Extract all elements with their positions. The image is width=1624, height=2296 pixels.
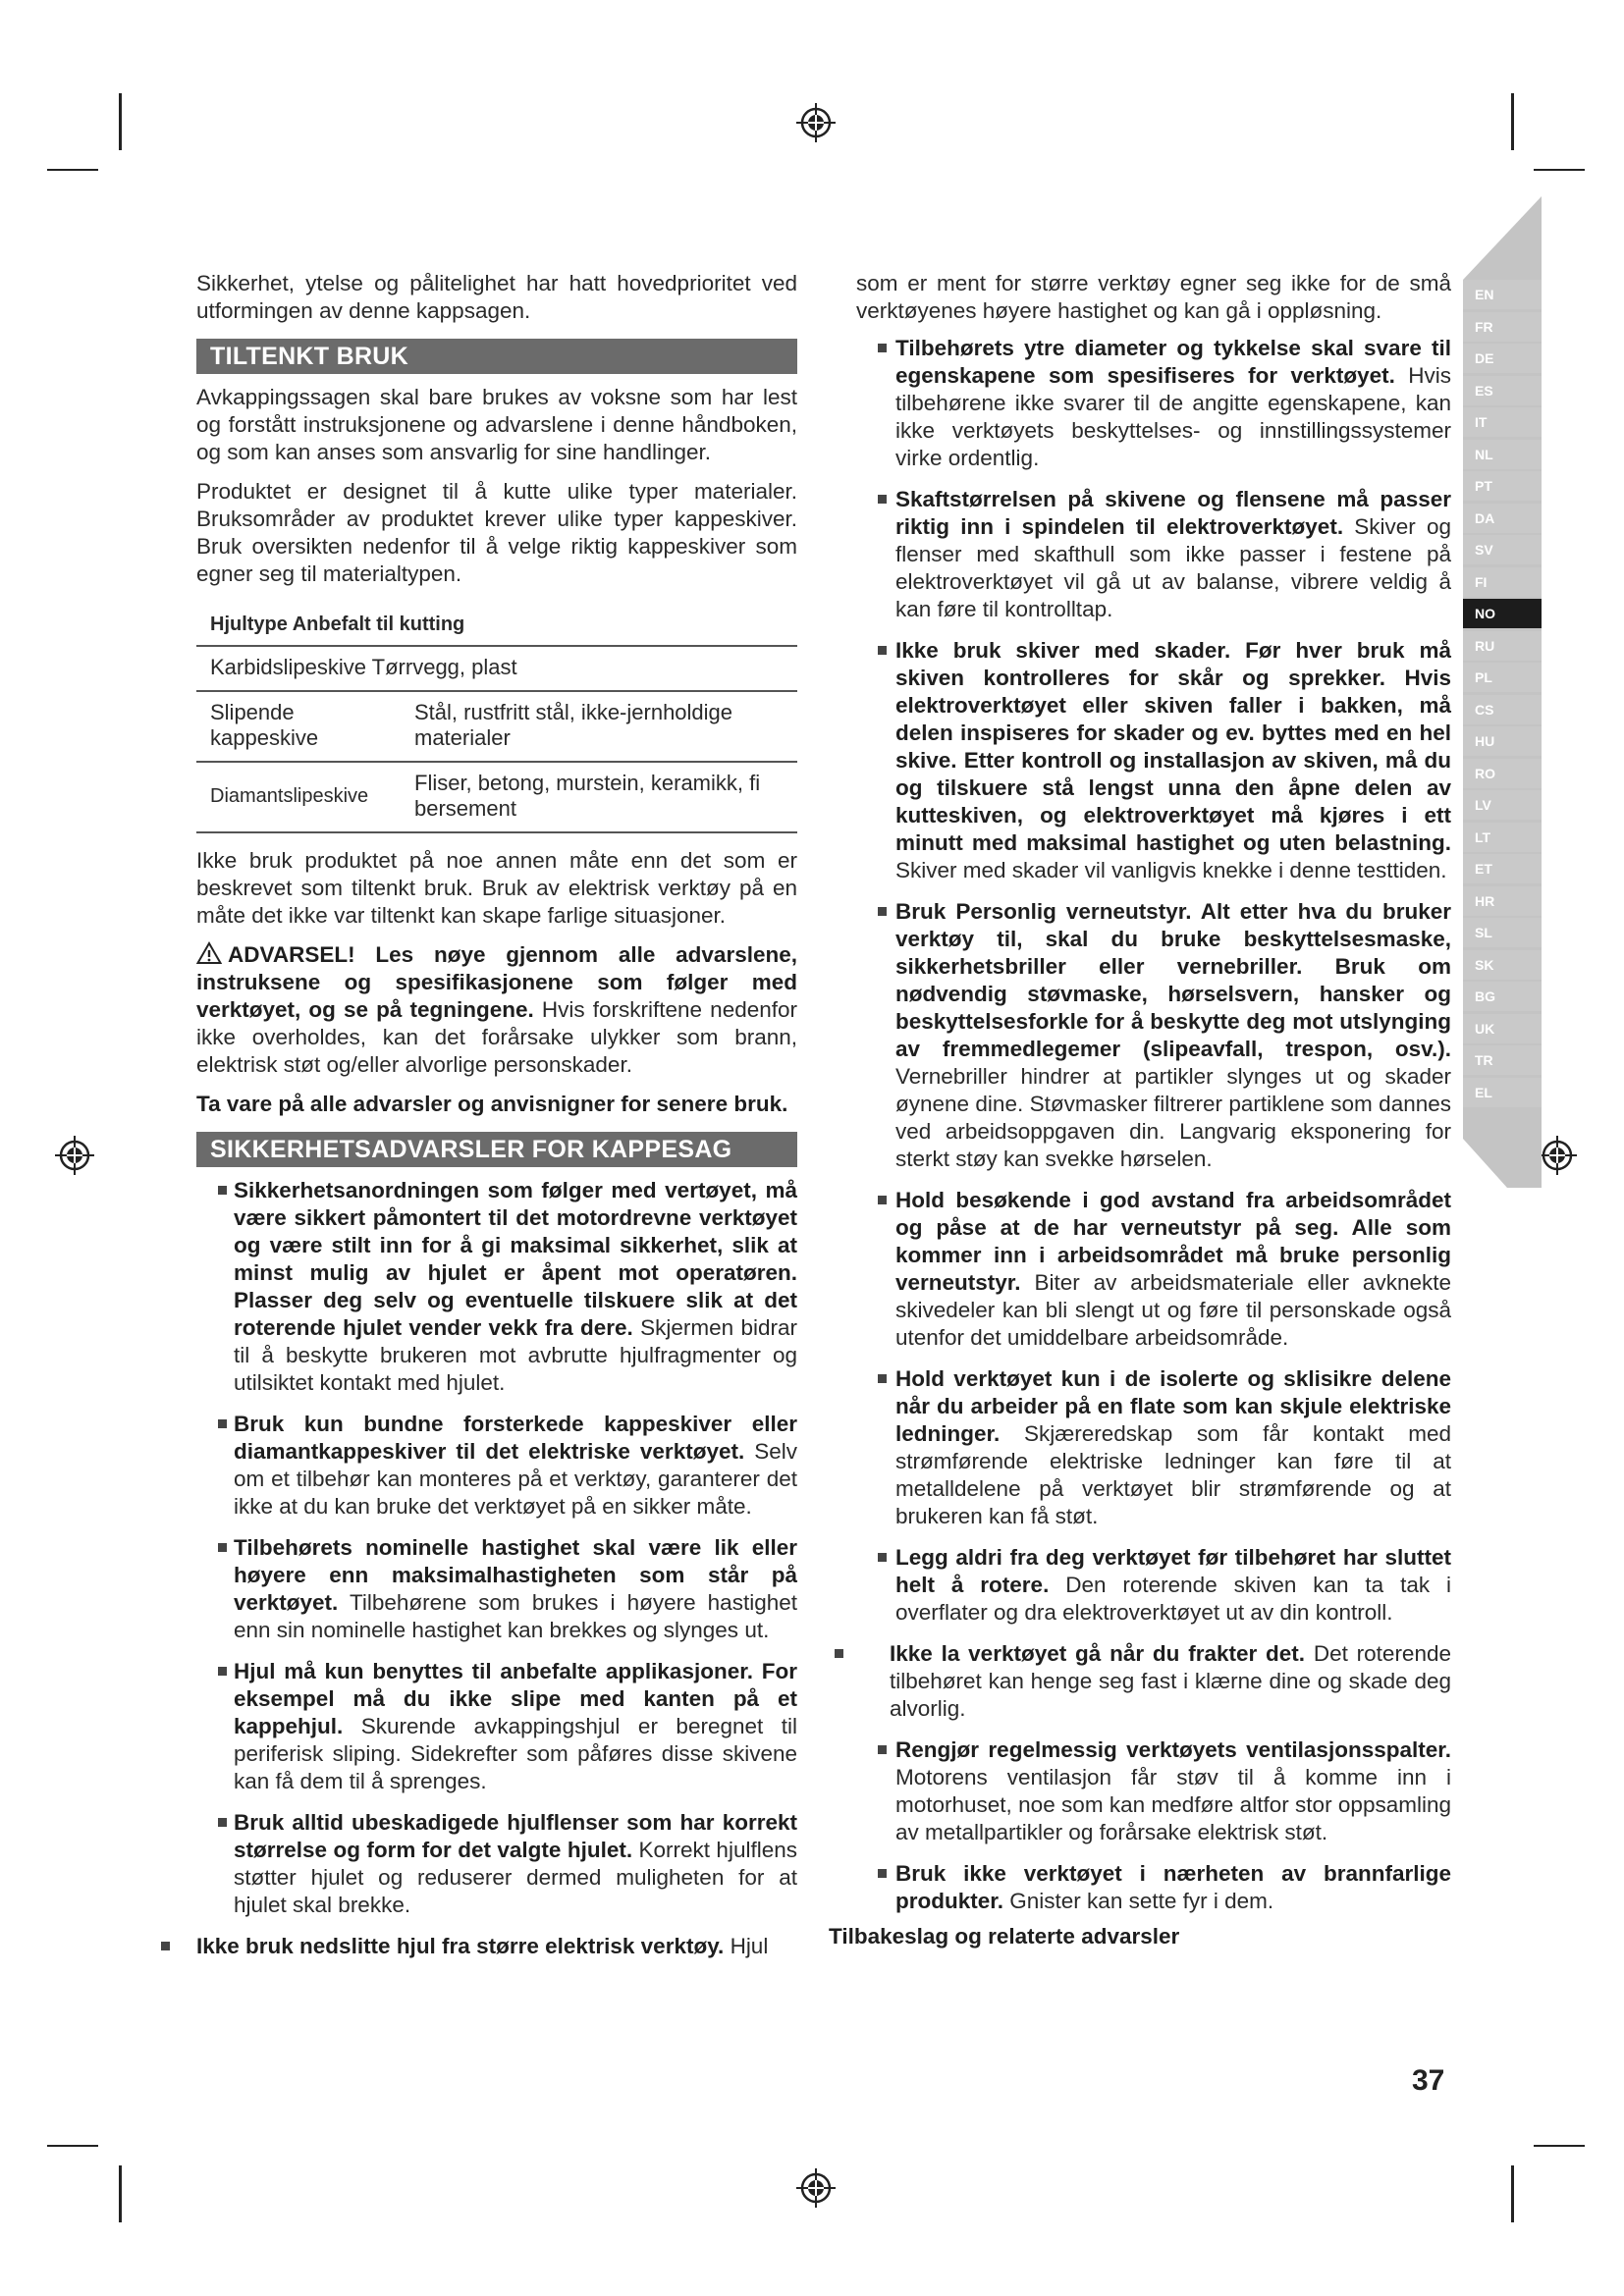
bullet-square-icon <box>218 1818 227 1827</box>
bullet-square-icon <box>878 1374 887 1383</box>
table-cell: Diamantslipeskive <box>196 762 401 832</box>
list-item <box>856 1544 1451 1627</box>
language-tab-it[interactable]: IT <box>1463 407 1542 437</box>
safety-list <box>196 1177 797 1960</box>
right-column <box>829 270 1452 1962</box>
language-tab-fr[interactable]: FR <box>1463 312 1542 342</box>
list-item-bold: Tilbehørets nominelle hastighet skal være lik eller høyere enn maksimalhastigheten som står på verktøyet. <box>234 1535 797 1615</box>
language-tab-ru[interactable]: RU <box>1463 631 1542 661</box>
list-item-bold: Hjul må kun benyttes til anbefalte applikasjoner. For eksempel må du ikke slipe med kanten på et kappehjul. <box>234 1659 797 1738</box>
left-column <box>196 270 797 1974</box>
list-item <box>196 1411 797 1521</box>
list-item-bold: Ikke bruk nedslitte hjul fra større elektrisk verktøy. <box>196 1934 725 1958</box>
list-item-text: Den roterende skiven kan ta tak i overflater og dra elektroverktøyet ut av din kontroll. <box>895 1573 1451 1625</box>
language-tab-no[interactable]: NO <box>1463 599 1542 628</box>
bullet-square-icon <box>878 344 887 352</box>
table-cell: Stål, rustfritt stål, ikke-jernholdige materialer <box>401 691 797 762</box>
subheading-kickback: Tilbakeslag og relaterte advarsler <box>829 1924 1180 1949</box>
warning-paragraph <box>196 941 797 1079</box>
crop-mark <box>47 169 98 171</box>
bullet-square-icon <box>835 1649 843 1658</box>
language-tab-pt[interactable]: PT <box>1463 471 1542 501</box>
bullet-square-icon <box>218 1186 227 1195</box>
language-tab-hr[interactable]: HR <box>1463 886 1542 916</box>
list-item-text: Vernebriller hindrer at partikler slynges ut og skader øynene dine. Støvmasker filtrerer partiklene som dannes ved arbeidsoppgaven din. Langvarig eksponering for sterkt støy kan svekke hørselen. <box>895 1064 1451 1171</box>
list-item-text: Hvis tilbehørene ikke svarer til de angitte egenskapene, kan ikke verktøyets beskyttelses- og innstillingssystemer virke ordentlig. <box>895 363 1451 470</box>
safety-list-continued <box>856 335 1451 1915</box>
list-item-bold: Bruk alltid ubeskadigede hjulflenser som har korrekt størrelse og form for det valgte hjulet. <box>234 1810 797 1862</box>
list-item-bold: Legg aldri fra deg verktøyet før tilbehøret har sluttet helt å rotere. <box>895 1545 1451 1597</box>
list-item-text: Tilbehørene som brukes i høyere hastighet enn sin nominelle hastighet kan brekkes og slynges ut. <box>234 1590 797 1642</box>
list-item-text: Skjæreredskap som får kontakt med strømførende elektriske ledninger kan føre til at metalldelene på verktøyet blir strømførende og at brukeren kan få støt. <box>895 1421 1451 1528</box>
list-item-text: Gnister kan sette fyr i dem. <box>1003 1889 1274 1913</box>
list-item-text: Korrekt hjulflens støtter hjulet og reduserer dermed muligheten for at hjulet skal brekke. <box>234 1838 797 1917</box>
language-tab-da[interactable]: DA <box>1463 504 1542 533</box>
language-tabs <box>1463 280 1542 1109</box>
language-tab-en[interactable]: EN <box>1463 280 1542 309</box>
table-cell: Slipende kappeskive <box>196 691 401 762</box>
list-item <box>856 486 1451 623</box>
list-item <box>196 1809 797 1919</box>
bullet-square-icon <box>161 1942 170 1950</box>
language-tab-el[interactable]: EL <box>1463 1078 1542 1107</box>
bullet-square-icon <box>878 646 887 655</box>
bullet-square-icon <box>878 495 887 504</box>
language-tab-es[interactable]: ES <box>1463 376 1542 405</box>
language-tab-sk[interactable]: SK <box>1463 950 1542 980</box>
list-item-text: Biter av arbeidsmateriale eller avknekte skivedeler kan bli slengt ut og føre til personskade også utenfor det umiddelbare arbeidsområde. <box>895 1270 1451 1350</box>
language-tab-ro[interactable]: RO <box>1463 759 1542 788</box>
bullet-square-icon <box>878 1869 887 1878</box>
language-tab-tr[interactable]: TR <box>1463 1045 1542 1075</box>
list-item-text: Skurende avkappingshjul er beregnet til periferisk sliping. Sidekrefter som påføres disse skivene kan få dem til å sprenges. <box>234 1714 797 1793</box>
list-item-text: Skiver og flenser med skafthull som ikke passer i festene på elektroverktøyet vil gå ut av balanse, vibrere veldig å kan føre til kontrolltap. <box>895 514 1452 621</box>
list-item <box>196 1177 797 1397</box>
registration-mark-icon <box>796 2168 836 2208</box>
list-item-bold: Tilbehørets ytre diameter og tykkelse skal svare til egenskapene som spesifiseres for verktøyet. <box>895 336 1451 388</box>
table-cell: Karbidslipeskive Tørrvegg, plast <box>196 646 797 691</box>
list-item <box>856 637 1451 884</box>
crop-mark <box>47 2145 98 2147</box>
language-tab-uk[interactable]: UK <box>1463 1014 1542 1043</box>
language-tab-fi[interactable]: FI <box>1463 567 1542 597</box>
list-item-text: Det roterende tilbehøret kan henge seg fast i klærne dine og skade deg alvorlig. <box>890 1641 1451 1721</box>
table-header: Hjultype Anbefalt til kutting <box>196 600 797 646</box>
list-item-text: Motorens ventilasjon får støv til å komme inn i motorhuset, noe som kan medføre altfor stor oppsamling av metallpartikler og forårsake elektrisk støt. <box>895 1765 1451 1844</box>
language-tab-lt[interactable]: LT <box>1463 823 1542 852</box>
list-item-bold: Hold verktøyet kun i de isolerte og sklisikre delene når du arbeider på en flate som kan skjule elektriske ledninger. <box>895 1366 1451 1446</box>
list-item-bold: Skaftstørrelsen på skivene og flensene må passer riktig inn i spindelen til elektroverktøyet. <box>895 487 1451 539</box>
bullet-square-icon <box>218 1419 227 1428</box>
list-item-bold: Bruk Personlig verneutstyr. Alt etter hva du bruker verktøy til, skal du bruke beskyttelsesmaske, sikkerhetsbriller eller vernebriller. Bruk om nødvendig støvmaske, hørselsvern, hansker og beskyttelsesforkle for å beskytte deg mot utslynging av fremmedlegemer (slipeavfall, trespon, osv.). <box>895 899 1451 1061</box>
language-tab-cs[interactable]: CS <box>1463 695 1542 724</box>
section-heading-safety-warnings: SIKKERHETSADVARSLER FOR KAPPESAG <box>196 1132 797 1167</box>
crop-mark <box>1511 2165 1514 2222</box>
crop-mark <box>1511 93 1514 150</box>
language-tab-sl[interactable]: SL <box>1463 918 1542 947</box>
list-item-text: Skiver med skader vil vanligvis knekke i denne testtiden. <box>895 858 1447 882</box>
language-tab-nl[interactable]: NL <box>1463 440 1542 469</box>
language-tab-pl[interactable]: PL <box>1463 663 1542 692</box>
body-paragraph: Avkappingssagen skal bare brukes av voksne som har lest og forstått instruksjonene og advarslene i denne håndboken, og som kan anses som ansvarlig for sine handlinger. <box>196 385 797 464</box>
language-tab-hu[interactable]: HU <box>1463 726 1542 756</box>
language-tab-panel <box>1463 196 1542 1188</box>
list-item-bold: Bruk kun bundne forsterkede kappeskiver eller diamantkappeskiver til det elektriske verktøyet. <box>234 1412 797 1464</box>
list-item-bold: Ikke bruk skiver med skader. Før hver bruk må skiven kontrolleres for skår og sprekker. Hvis elektroverktøyet eller skiven faller i bakken, må delen inspiseres for skader og ev. byttes med en hel skive. Etter kontroll og installasjon av skiven, må du og tilskuere stå lengst unna den åpne delen av kutteskiven, og elektroverktøyet må kjøres i ett minutt med maksimal hastighet og uten belastning. <box>895 638 1451 855</box>
crop-mark <box>119 2165 122 2222</box>
crop-mark <box>119 93 122 150</box>
body-paragraph: som er ment for større verktøy egner seg ikke for de små verktøyenes høyere hastighet og kan gå i oppløsning. <box>856 271 1451 323</box>
list-item-text: Selv om et tilbehør kan monteres på et verktøy, garanterer det ikke at du kan bruke det verktøyet på en sikker måte. <box>234 1439 797 1519</box>
list-item-bold: Sikkerhetsanordningen som følger med vertøyet, må være sikkert påmontert til det motordrevne verktøyet og være stilt inn for å gi maksimal sikkerhet, slik at minst mulig av hjulet er åpent mot operatøren. Plasser deg selv og eventuelle tilskuere slik at det roterende hjulet vender vekk fra dere. <box>234 1178 797 1340</box>
bullet-square-icon <box>218 1667 227 1676</box>
language-tab-de[interactable]: DE <box>1463 344 1542 373</box>
list-item <box>856 1860 1451 1915</box>
list-item-bold: Bruk ikke verktøyet i nærheten av brannfarlige produkter. <box>895 1861 1451 1913</box>
list-item <box>196 1658 797 1795</box>
warning-triangle-icon <box>196 941 222 965</box>
list-item <box>856 898 1451 1173</box>
crop-mark <box>1534 169 1585 171</box>
registration-mark-icon <box>1538 1136 1577 1175</box>
language-tab-et[interactable]: ET <box>1463 854 1542 883</box>
body-paragraph: Produktet er designet til å kutte ulike typer materialer. Bruksområder av produktet krever ulike typer kappeskiver. Bruk oversikten nedenfor til å velge riktig kappeskiver som egner seg til materialtypen. <box>196 479 797 586</box>
list-item-text: Hjul <box>724 1934 769 1958</box>
list-item <box>856 1365 1451 1530</box>
keep-instructions: Ta vare på alle advarsler og anvisnigner for senere bruk. <box>196 1092 788 1116</box>
list-item <box>856 335 1451 472</box>
list-item <box>196 1534 797 1644</box>
table-cell: Fliser, betong, murstein, keramikk, fi bersement <box>401 762 797 832</box>
bullet-square-icon <box>878 1553 887 1562</box>
warning-bold: ADVARSEL! Les nøye gjennom alle advarslene, instruksene og spesifikasjonene som følger med verktøyet, og se på tegningene. <box>196 942 797 1022</box>
crop-mark <box>1534 2145 1585 2147</box>
intro-paragraph: Sikkerhet, ytelse og pålitelighet har hatt hovedprioritet ved utformingen av denne kappsagen. <box>196 271 797 323</box>
language-tab-sv[interactable]: SV <box>1463 535 1542 564</box>
list-item-bold: Rengjør regelmessig verktøyets ventilasjonsspalter. <box>895 1737 1451 1762</box>
bullet-square-icon <box>218 1543 227 1552</box>
registration-mark-icon <box>796 103 836 142</box>
list-item <box>856 1736 1451 1846</box>
list-item <box>829 1640 1451 1723</box>
list-item-bold: Hold besøkende i god avstand fra arbeidsområdet og påse at de har verneutstyr på seg. Alle som kommer inn i arbeidsområdet må bruke personlig verneutstyr. <box>895 1188 1451 1295</box>
list-item <box>161 1933 797 1960</box>
list-item-bold: Ikke la verktøyet gå når du frakter det. <box>890 1641 1306 1666</box>
wheel-type-table <box>196 600 797 833</box>
registration-mark-icon <box>55 1136 94 1175</box>
section-heading-intended-use: TILTENKT BRUK <box>196 339 797 374</box>
bullet-square-icon <box>878 907 887 916</box>
bullet-square-icon <box>878 1745 887 1754</box>
list-item-text: Skjermen bidrar til å beskytte brukeren mot avbrutte hjulfragmenter og utilsiktet kontakt med hjulet. <box>234 1315 797 1395</box>
language-tab-bg[interactable]: BG <box>1463 982 1542 1011</box>
bullet-square-icon <box>878 1196 887 1204</box>
body-paragraph: Ikke bruk produktet på noe annen måte enn det som er beskrevet som tiltenkt bruk. Bruk av elektrisk verktøy på en måte det ikke var tiltenkt kan skape farlige situasjoner. <box>196 848 797 928</box>
page-number: 37 <box>1412 2064 1445 2097</box>
warning-text: Hvis forskriftene nedenfor ikke overholdes, kan det forårsake ulykker som brann, elektrisk støt og/eller alvorlige personskader. <box>196 997 797 1077</box>
list-item <box>856 1187 1451 1352</box>
language-tab-lv[interactable]: LV <box>1463 790 1542 820</box>
